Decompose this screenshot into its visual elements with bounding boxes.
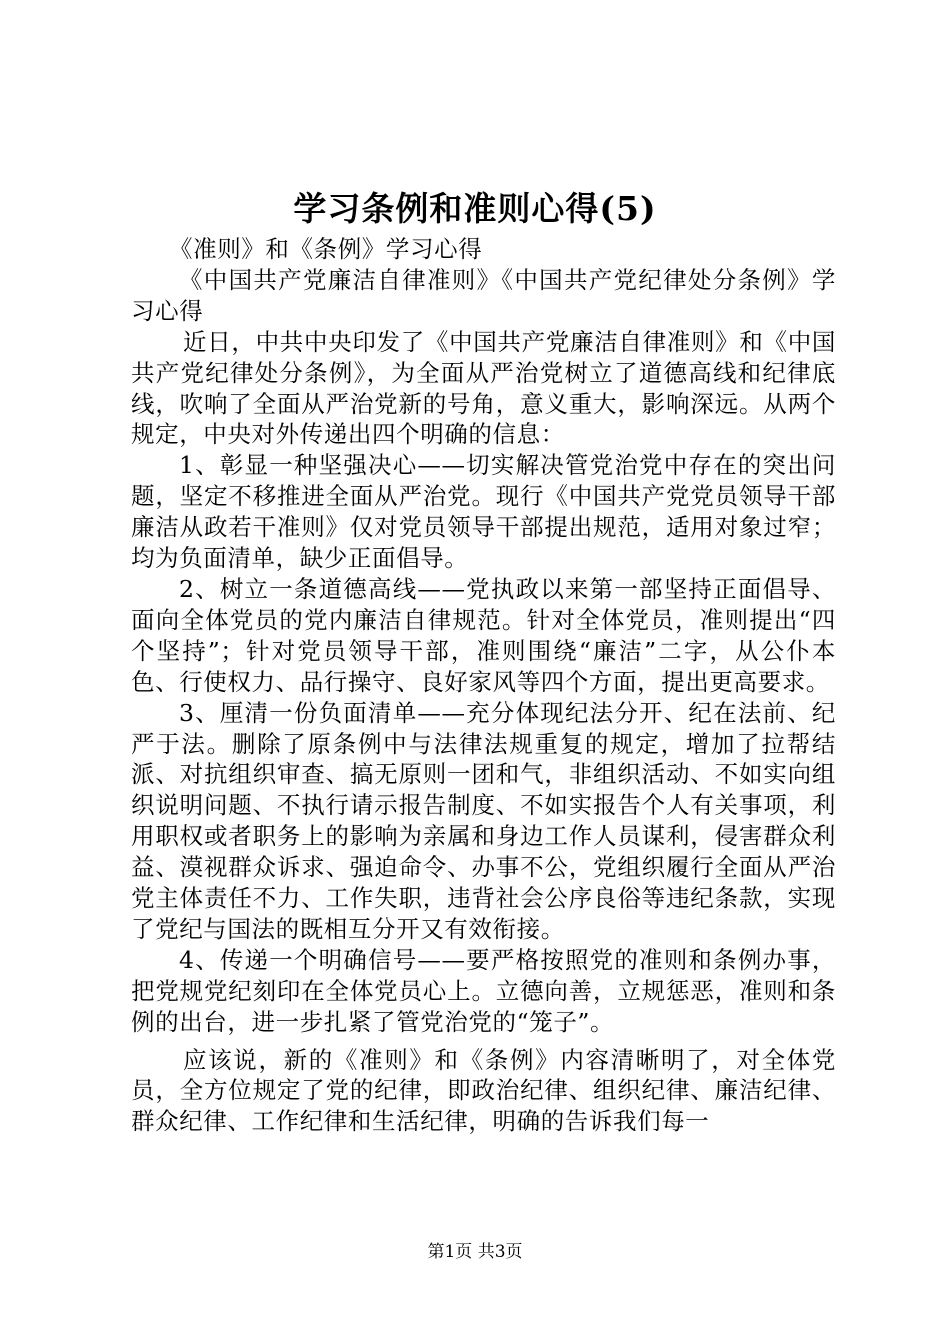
paragraph-point-2: 2、树立一条道德高线——党执政以来第一部坚持正面倡导、面向全体党员的党内廉洁自律规范。针对全体党员，准则提出“四个坚持”；针对党员领导干部，准则围绕“廉洁”二字，从公仆本色、行使权力、品行操守、良好家风等四个方面，提出更高要求。 [131, 574, 836, 696]
paragraph-point-4: 4、传递一个明确信号——要严格按照党的准则和条例办事，把党规党纪刻印在全体党员心上。立德向善，立规惩恶，准则和条例的出台，进一步扎紧了管党治党的“笼子”。 [131, 945, 836, 1036]
paragraph-intro: 近日，中共中央印发了《中国共产党廉洁自律准则》和《中国共产党纪律处分条例》，为全面从严治党树立了道德高线和纪律底线，吹响了全面从严治党新的号角，意义重大，影响深远。从两个规定，中央对外传递出四个明确的信息： [131, 327, 836, 449]
paragraph-point-1: 1、彰显一种坚强决心——切实解决管党治党中存在的突出问题，坚定不移推进全面从严治党。现行《中国共产党党员领导干部廉洁从政若干准则》仅对党员领导干部提出规范，适用对象过窄；均为负面清单，缺少正面倡导。 [131, 451, 836, 573]
document-title: 学习条例和准则心得(5) [293, 189, 657, 228]
page-footer: 第1页 共3页 [427, 1242, 523, 1262]
paragraph-conclusion: 应该说，新的《准则》和《条例》内容清晰明了，对全体党员，全方位规定了党的纪律，即政治纪律、组织纪律、廉洁纪律、群众纪律、工作纪律和生活纪律，明确的告诉我们每一 [131, 1045, 836, 1136]
paragraph-subtitle: 《准则》和《条例》学习心得 [169, 235, 483, 263]
paragraph-point-3: 3、厘清一份负面清单——充分体现纪法分开、纪在法前、纪严于法。删除了原条例中与法律法规重复的规定，增加了拉帮结派、对抗组织审查、搞无原则一团和气，非组织活动、不如实向组织说明问题、不执行请示报告制度、不如实报告个人有关事项，利用职权或者职务上的影响为亲属和身边工作人员谋利，侵害群众利益、漠视群众诉求、强迫命令、办事不公，党组织履行全面从严治党主体责任不力、工作失职，违背社会公序良俗等违纪条款，实现了党纪与国法的既相互分开又有效衔接。 [131, 698, 836, 943]
paragraph-heading: 《中国共产党廉洁自律准则》《中国共产党纪律处分条例》学习心得 [131, 265, 836, 325]
document-body [131, 234, 836, 1137]
